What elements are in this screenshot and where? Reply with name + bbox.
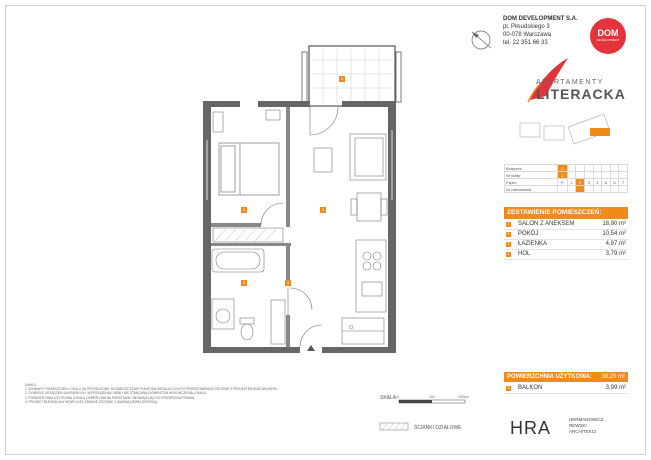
room-area: 3,79 m² <box>605 251 626 257</box>
room-num: 1 <box>507 222 510 226</box>
dom-logo <box>590 18 626 54</box>
info-cell: 1 <box>558 172 568 179</box>
info-row-floor <box>505 179 628 186</box>
plan-label-balkon: 5 <box>340 76 344 81</box>
info-label: Nr mieszkania <box>505 186 558 193</box>
room-name: SALON Z ANEKSEM <box>518 221 575 227</box>
architect-logo: HRA <box>510 418 552 438</box>
architect-names <box>569 417 604 435</box>
wardrobe <box>213 228 283 242</box>
project-subtitle: APARTAMENTY <box>536 79 604 86</box>
scale-bar <box>399 400 465 403</box>
info-label: Nr klatki <box>505 172 558 179</box>
plan-label-salon: 1 <box>321 207 325 212</box>
floor-cell: P <box>558 179 568 186</box>
walls-legend-swatch <box>380 423 408 430</box>
floor-cell: 7 <box>619 179 628 186</box>
info-label: Piętro <box>505 179 558 186</box>
room-num: 4 <box>507 252 510 256</box>
info-label: Budynek <box>505 165 558 172</box>
architect-line: HERMANOWICZ <box>569 417 604 422</box>
floor-cell: 3 <box>584 179 593 186</box>
key-plan <box>520 114 610 144</box>
room-name: HOL <box>518 251 531 257</box>
legend-line: 2. SYMBOLE URZĄDZEŃ SANITARNYCH, WYPOSAŻENIA I MEBLI NIE STANOWIĄ ELEMENTÓW WYKOŃCZENIA LOKALU. <box>25 391 207 396</box>
company-address <box>503 15 578 47</box>
bed <box>219 143 279 195</box>
floor-cell: 1 <box>567 179 576 186</box>
kitchen-counter <box>356 240 386 312</box>
scale-label: SKALA: <box>380 395 398 401</box>
room-name: BALKON <box>518 385 543 391</box>
room-area: 4,97 m² <box>605 241 626 247</box>
walls-legend-label: ŚCIANKI DZIAŁOWE <box>414 425 462 431</box>
legend-line: 1. WYMIARY POMIESZCZEŃ LOKALU SĄ PRZYBLIŻONE. ROZMIESZCZENIE PUNKTÓW INSTALACYJNYCH PRZEDSTAWIONO ZGODNIE Z PROJEKTEM BUDOWLANYM. <box>25 387 278 392</box>
room-name: POKÓJ <box>518 231 539 237</box>
plan-label-lazienka: 3 <box>242 280 246 285</box>
room-area: 18,90 m² <box>602 221 626 227</box>
info-row-building <box>505 165 628 172</box>
total-area-bar <box>504 372 628 382</box>
info-row-staircase <box>505 172 628 179</box>
project-title: LITERACKA <box>536 86 626 102</box>
floor-cell: 4 <box>593 179 602 186</box>
plan-label-hol: 4 <box>286 280 290 285</box>
floor-cell-active: 2 <box>576 179 585 186</box>
scale-tick: 0 <box>397 395 399 399</box>
legend-line: 4. PROJEKT BUDOWLANY MOŻE ULEC ZMIANIE ZGODNIE Z UMOWĄ DEWELOPERSKĄ. <box>25 399 159 404</box>
rooms-heading: ZESTAWIENIE POMIESZCZEŃ: <box>504 207 628 219</box>
info-row-apartment <box>505 186 628 193</box>
floor-cell: 6 <box>610 179 619 186</box>
room-name: ŁAZIENKA <box>518 241 548 247</box>
room-row <box>504 220 628 230</box>
room-num: 5 <box>507 386 510 390</box>
company-city: 00-078 Warszawa <box>503 32 552 38</box>
floor-cell: 5 <box>602 179 611 186</box>
balcony-area <box>302 46 401 106</box>
company-street: pl. Piłsudskiego 3 <box>503 24 550 30</box>
total-area-label: POWIERZCHNIA UŻYTKOWA: <box>507 374 592 380</box>
total-area-value: 38,20 m² <box>601 374 625 380</box>
architect-line: ARCHITEKCI <box>569 429 597 434</box>
plan-label-pokoj: 2 <box>242 207 246 212</box>
architect-line: RÉWSKI <box>569 423 587 428</box>
room-num: 3 <box>507 242 510 246</box>
info-cell: C <box>558 165 568 172</box>
room-row <box>504 240 628 250</box>
legend-notes <box>25 383 370 404</box>
balcony-row <box>504 384 628 394</box>
company-phone: tel. 22 351 66 33 <box>503 40 548 46</box>
bathroom-fixtures <box>212 249 285 344</box>
room-area: 10,54 m² <box>602 231 626 237</box>
room-row <box>504 250 628 260</box>
room-row <box>504 230 628 240</box>
compass-icon <box>472 31 491 49</box>
room-num: 2 <box>507 232 510 236</box>
dom-logo-text: DOM <box>597 28 619 38</box>
scale-tick: 100 <box>429 395 435 399</box>
room-area: 3,99 m² <box>605 385 626 391</box>
scale-tick: 200cm <box>458 395 469 399</box>
entrance-arrow-icon <box>307 345 315 351</box>
legend-line: 3. POWIERZCHNIA UŻYTKOWA LOKALU OKREŚLONA NA PODSTAWIE OBOWIĄZUJĄCYCH PRZEPISÓW PRAWA. <box>25 395 195 400</box>
info-table <box>504 164 628 193</box>
dom-logo-sub: DEVELOPMENT <box>596 38 620 42</box>
company-name: DOM DEVELOPMENT S.A. <box>503 16 578 22</box>
legend-heading: UWAGI: <box>25 383 37 387</box>
